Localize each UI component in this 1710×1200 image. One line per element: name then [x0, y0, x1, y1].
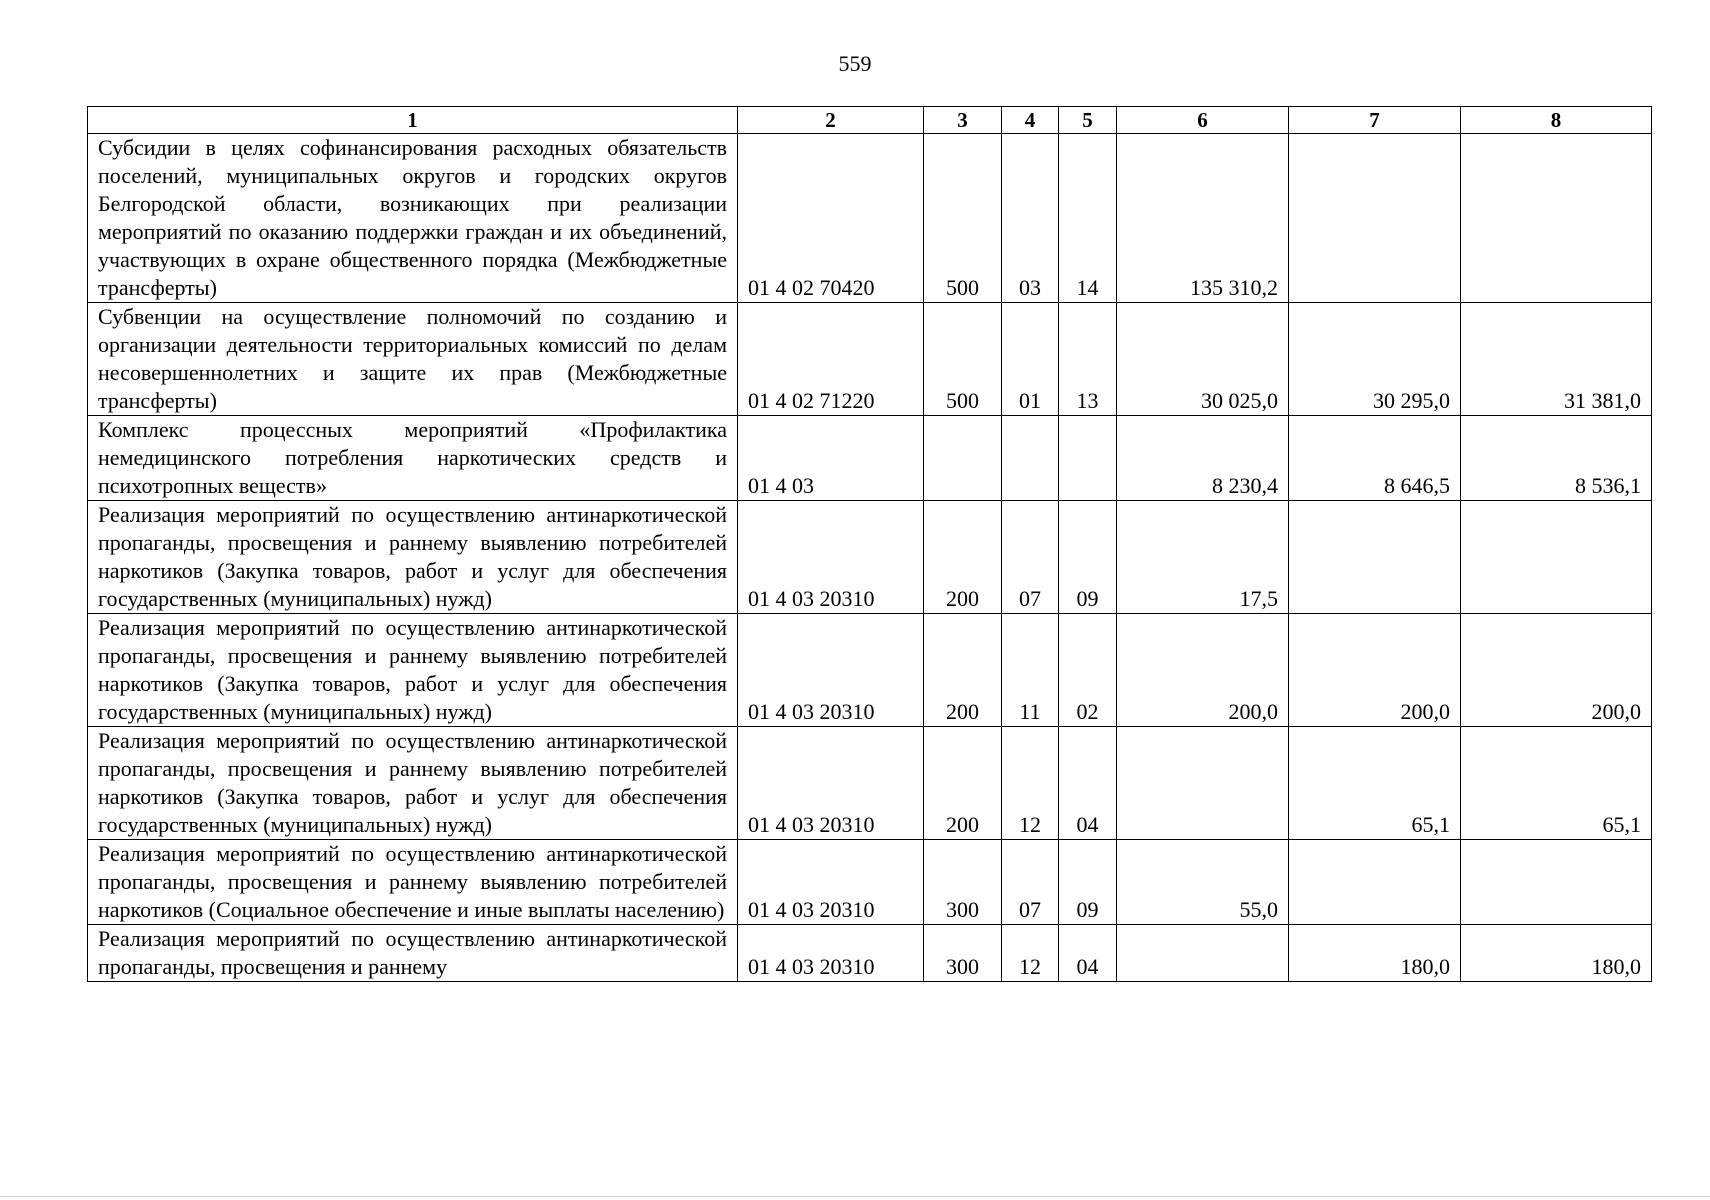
- row-col-6: [1117, 727, 1289, 840]
- row-col-8: [1461, 134, 1652, 303]
- header-col-2: 2: [738, 107, 924, 134]
- table-row: [88, 925, 1652, 982]
- row-col-4: 11: [1002, 614, 1059, 727]
- row-col-8: [1461, 840, 1652, 925]
- row-col-4: [1002, 416, 1059, 501]
- row-code: 01 4 03 20310: [738, 727, 924, 840]
- row-col-5: 09: [1059, 501, 1117, 614]
- row-col-5: 02: [1059, 614, 1117, 727]
- header-col-6: 6: [1117, 107, 1289, 134]
- row-code: 01 4 02 71220: [738, 303, 924, 416]
- row-col-4: 12: [1002, 925, 1059, 982]
- header-col-8: 8: [1461, 107, 1652, 134]
- row-code: 01 4 03 20310: [738, 614, 924, 727]
- table-row: [88, 134, 1652, 303]
- row-col-5: [1059, 416, 1117, 501]
- header-col-4: 4: [1002, 107, 1059, 134]
- row-col-6: [1117, 925, 1289, 982]
- row-col-6: 30 025,0: [1117, 303, 1289, 416]
- row-col-5: 13: [1059, 303, 1117, 416]
- row-code: 01 4 02 70420: [738, 134, 924, 303]
- row-col-7: [1289, 134, 1461, 303]
- row-col-5: 04: [1059, 727, 1117, 840]
- row-description: Субсидии в целях софинансирования расходных обязательств поселений, муниципальных округов и городских округов Белгородской области, возникающих при реализации мероприятий по оказанию поддержки граждан и их объединений, участвующих в охране общественного порядка (Межбюджетные трансферты): [88, 134, 738, 303]
- row-col-6: 8 230,4: [1117, 416, 1289, 501]
- row-col-3: 200: [924, 614, 1002, 727]
- header-col-1: 1: [88, 107, 738, 134]
- table-row: [88, 303, 1652, 416]
- row-col-7: 65,1: [1289, 727, 1461, 840]
- row-code: 01 4 03 20310: [738, 925, 924, 982]
- row-col-5: 04: [1059, 925, 1117, 982]
- row-col-5: 09: [1059, 840, 1117, 925]
- row-col-3: 200: [924, 501, 1002, 614]
- row-code: 01 4 03 20310: [738, 501, 924, 614]
- row-col-8: 8 536,1: [1461, 416, 1652, 501]
- row-description: Реализация мероприятий по осуществлению антинаркотической пропаганды, просвещения и раннему выявлению потребителей наркотиков (Закупка товаров, работ и услуг для обеспечения государственных (муниципальных) нужд): [88, 614, 738, 727]
- row-col-6: 200,0: [1117, 614, 1289, 727]
- header-col-5: 5: [1059, 107, 1117, 134]
- row-col-7: 8 646,5: [1289, 416, 1461, 501]
- scan-edge-line: [0, 1196, 1710, 1197]
- row-col-8: 180,0: [1461, 925, 1652, 982]
- row-description: Реализация мероприятий по осуществлению антинаркотической пропаганды, просвещения и раннему выявлению потребителей наркотиков (Социальное обеспечение и иные выплаты населению): [88, 840, 738, 925]
- row-col-3: 300: [924, 840, 1002, 925]
- table-row: [88, 840, 1652, 925]
- row-col-7: 30 295,0: [1289, 303, 1461, 416]
- row-col-8: 31 381,0: [1461, 303, 1652, 416]
- header-row: [88, 107, 1652, 134]
- row-col-3: [924, 416, 1002, 501]
- row-description: Субвенции на осуществление полномочий по созданию и организации деятельности территориальных комиссий по делам несовершеннолетних и защите их прав (Межбюджетные трансферты): [88, 303, 738, 416]
- row-description: Реализация мероприятий по осуществлению антинаркотической пропаганды, просвещения и раннему выявлению потребителей наркотиков (Закупка товаров, работ и услуг для обеспечения государственных (муниципальных) нужд): [88, 501, 738, 614]
- row-col-4: 12: [1002, 727, 1059, 840]
- row-code: 01 4 03: [738, 416, 924, 501]
- row-description: Комплекс процессных мероприятий «Профилактика немедицинского потребления наркотических средств и психотропных веществ»: [88, 416, 738, 501]
- row-col-7: 200,0: [1289, 614, 1461, 727]
- row-col-6: 17,5: [1117, 501, 1289, 614]
- row-col-4: 07: [1002, 501, 1059, 614]
- row-col-4: 01: [1002, 303, 1059, 416]
- row-description: Реализация мероприятий по осуществлению антинаркотической пропаганды, просвещения и раннему выявлению потребителей наркотиков (Закупка товаров, работ и услуг для обеспечения государственных (муниципальных) нужд): [88, 727, 738, 840]
- table-row: [88, 416, 1652, 501]
- row-col-4: 07: [1002, 840, 1059, 925]
- row-col-8: [1461, 501, 1652, 614]
- row-description: Реализация мероприятий по осуществлению антинаркотической пропаганды, просвещения и раннему: [88, 925, 738, 982]
- row-col-8: 65,1: [1461, 727, 1652, 840]
- header-col-7: 7: [1289, 107, 1461, 134]
- header-col-3: 3: [924, 107, 1002, 134]
- row-col-8: 200,0: [1461, 614, 1652, 727]
- row-col-4: 03: [1002, 134, 1059, 303]
- row-col-6: 55,0: [1117, 840, 1289, 925]
- budget-table: [87, 106, 1652, 982]
- row-col-3: 300: [924, 925, 1002, 982]
- row-col-6: 135 310,2: [1117, 134, 1289, 303]
- row-col-7: [1289, 501, 1461, 614]
- table-row: [88, 727, 1652, 840]
- row-col-5: 14: [1059, 134, 1117, 303]
- row-col-7: 180,0: [1289, 925, 1461, 982]
- table-row: [88, 614, 1652, 727]
- table-row: [88, 501, 1652, 614]
- row-code: 01 4 03 20310: [738, 840, 924, 925]
- row-col-3: 500: [924, 134, 1002, 303]
- row-col-7: [1289, 840, 1461, 925]
- row-col-3: 200: [924, 727, 1002, 840]
- row-col-3: 500: [924, 303, 1002, 416]
- page-number: 559: [838, 51, 872, 76]
